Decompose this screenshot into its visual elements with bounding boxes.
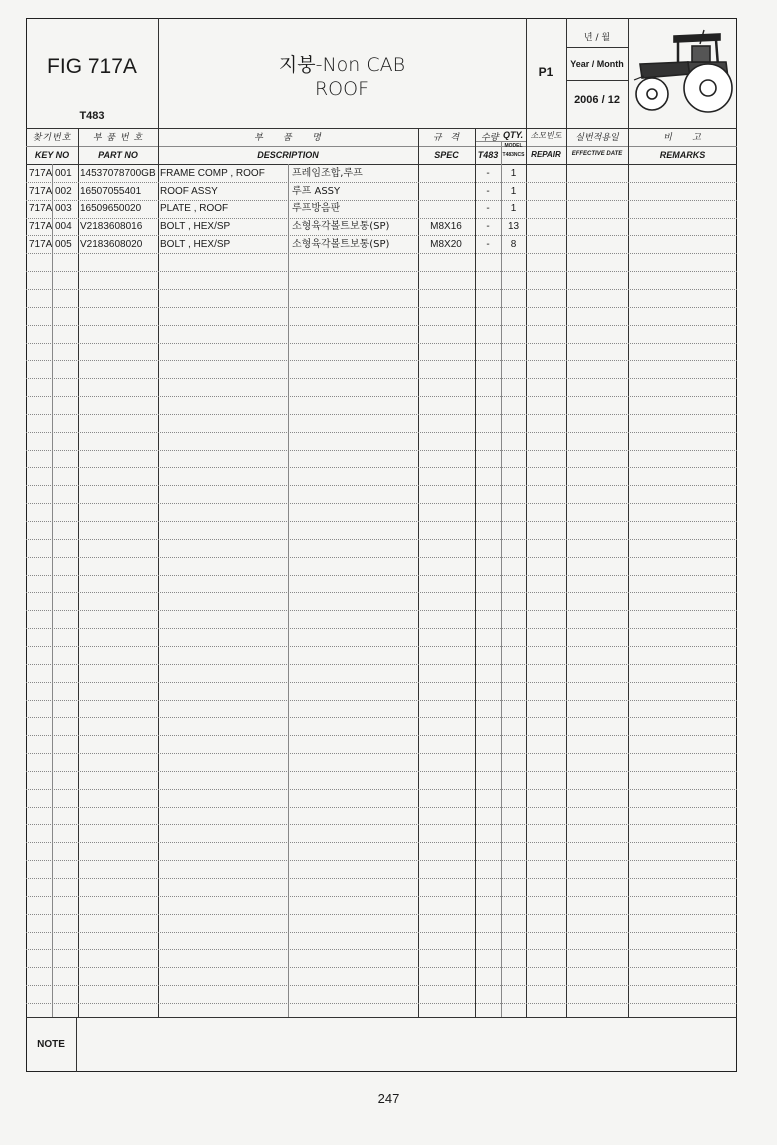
col-qty-variant-top: MODEL <box>504 143 523 149</box>
row-rule <box>26 949 737 950</box>
page-code: P1 <box>538 65 554 79</box>
row-rule <box>26 771 737 772</box>
row-rule <box>26 735 737 736</box>
note-label: NOTE <box>37 1039 65 1050</box>
col-qty: QTY. <box>503 130 524 140</box>
row-rule <box>26 824 737 825</box>
part-number: V2183608016 <box>80 221 143 232</box>
key-number: 004 <box>55 221 72 232</box>
page-title-english: ROOF <box>314 78 370 100</box>
row-rule <box>26 628 737 629</box>
col-repair: REPAIR <box>531 150 561 159</box>
row-rule <box>26 682 737 683</box>
page-number: 247 <box>377 1091 400 1106</box>
row-rule <box>26 860 737 861</box>
row-rule <box>26 985 737 986</box>
row-rule <box>26 896 737 897</box>
tractor-icon <box>630 22 736 114</box>
key-prefix: 717A <box>29 203 53 214</box>
model-code: T483 <box>79 110 105 122</box>
col-remarks: REMARKS <box>659 150 706 160</box>
row-rule <box>26 842 737 843</box>
column-divider <box>418 128 419 1017</box>
column-divider <box>78 128 79 1017</box>
row-rule <box>26 610 737 611</box>
col-key: KEY NO <box>34 150 70 160</box>
col-description: DESCRIPTION <box>257 150 319 160</box>
description-english: BOLT , HEX/SP <box>160 221 231 232</box>
row-rule <box>26 325 737 326</box>
qty-variant: 1 <box>510 186 517 197</box>
qty-variant: 8 <box>510 239 517 250</box>
row-rule <box>26 521 737 522</box>
qty-model: - <box>486 221 490 232</box>
row-rule <box>26 914 737 915</box>
key-number: 002 <box>55 186 72 197</box>
row-rule <box>26 1003 737 1004</box>
figure-number: FIG 717A <box>47 55 137 78</box>
spec <box>420 165 472 182</box>
qty-variant: 1 <box>510 168 517 179</box>
row-rule <box>26 807 737 808</box>
row-rule <box>26 539 737 540</box>
qty-variant: 1 <box>510 203 517 214</box>
column-divider <box>566 128 567 1017</box>
description-english: FRAME COMP , ROOF <box>160 168 265 179</box>
key-number: 003 <box>55 203 72 214</box>
row-rule <box>26 753 737 754</box>
col-effective-date: EFFECTIVE DATE <box>571 151 623 157</box>
issue-date: 2006 / 12 <box>574 94 620 106</box>
row-rule <box>26 307 737 308</box>
key-prefix: 717A <box>29 186 53 197</box>
col-qty-korean: 수량 <box>481 133 499 143</box>
column-divider <box>288 164 289 1017</box>
spec: M8X20 <box>430 239 462 250</box>
col-repair-korean: 소모빈도 <box>530 131 562 140</box>
qty-model: - <box>486 168 490 179</box>
part-number: 16509650020 <box>80 203 142 214</box>
row-rule <box>26 646 737 647</box>
spec <box>420 200 472 217</box>
part-number: 16507055401 <box>80 186 142 197</box>
qty-model: - <box>486 203 490 214</box>
row-rule <box>26 717 737 718</box>
row-rule <box>26 664 737 665</box>
part-number: 14537078700GB <box>80 168 156 179</box>
row-rule <box>26 396 737 397</box>
row-rule <box>26 432 737 433</box>
description-english: ROOF ASSY <box>160 186 218 197</box>
key-number: 005 <box>55 239 72 250</box>
row-rule <box>26 467 737 468</box>
qty-model: - <box>486 186 490 197</box>
key-number: 001 <box>55 168 72 179</box>
description-korean: 프레임조합,루프 <box>292 168 363 179</box>
column-divider <box>526 128 527 1017</box>
row-rule <box>26 503 737 504</box>
row-rule <box>26 271 737 272</box>
description-english: PLATE , ROOF <box>160 203 229 214</box>
spec: M8X16 <box>430 221 462 232</box>
col-spec-korean: 규 격 <box>432 133 461 143</box>
part-number: V2183608020 <box>80 239 143 250</box>
year-month-label: Year / Month <box>570 59 624 69</box>
col-description-korean: 부 품 명 <box>254 133 322 143</box>
row-rule <box>26 575 737 576</box>
col-remarks-korean: 비 고 <box>663 133 702 143</box>
col-spec: SPEC <box>434 150 459 160</box>
col-part: PART NO <box>98 150 138 160</box>
qty-variant: 13 <box>507 221 520 232</box>
row-rule <box>26 967 737 968</box>
key-prefix: 717A <box>29 168 53 179</box>
col-key-korean: 찾기번호 <box>32 133 72 143</box>
row-rule <box>26 414 737 415</box>
row-rule <box>26 485 737 486</box>
row-rule <box>26 343 737 344</box>
col-effective-date-korean: 실번적용일 <box>575 133 619 143</box>
row-rule <box>26 878 737 879</box>
description-korean: 소형육각볼트보통(SP) <box>292 221 390 232</box>
description-english: BOLT , HEX/SP <box>160 239 231 250</box>
column-divider <box>52 164 53 1017</box>
description-korean: 루프방음판 <box>292 203 341 214</box>
row-rule <box>26 932 737 933</box>
page-title-korean: 지붕-Non CAB <box>278 54 406 76</box>
spec <box>420 183 472 200</box>
row-rule <box>26 450 737 451</box>
row-rule <box>26 789 737 790</box>
row-rule <box>26 378 737 379</box>
row-rule <box>26 557 737 558</box>
description-korean: 루프 ASSY <box>292 186 341 197</box>
column-divider <box>628 128 629 1017</box>
row-rule <box>26 289 737 290</box>
col-qty-model: T483 <box>477 150 499 160</box>
qty-model: - <box>486 239 490 250</box>
col-qty-variant: T483NCS <box>502 152 525 158</box>
key-prefix: 717A <box>29 239 53 250</box>
row-rule <box>26 253 737 254</box>
column-divider <box>158 128 159 1017</box>
row-rule <box>26 592 737 593</box>
row-rule <box>26 360 737 361</box>
column-divider <box>475 128 476 1017</box>
year-month-label-korean: 년 / 월 <box>583 33 611 43</box>
key-prefix: 717A <box>29 221 53 232</box>
description-korean: 소형육각볼트보통(SP) <box>292 239 390 250</box>
col-part-korean: 부 품 번 호 <box>92 133 144 143</box>
column-divider <box>501 141 502 1017</box>
row-rule <box>26 700 737 701</box>
